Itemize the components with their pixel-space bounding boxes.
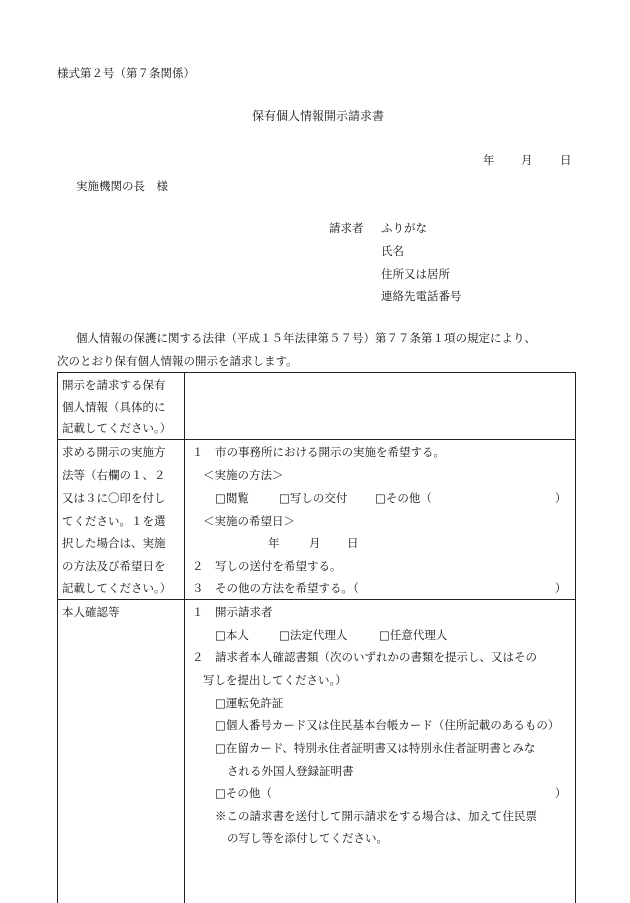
disclosure-option-2[interactable]: ２ 写しの送付を希望する。: [192, 559, 342, 573]
row2-label-line: の方法及び希望日を: [62, 559, 166, 573]
date-month-label: 月: [521, 153, 533, 167]
row2-label-line: 又は３に〇印を付し: [62, 491, 166, 505]
mail-request-note-cont: の写し等を添付してください。: [227, 831, 388, 845]
table-right-border: [575, 372, 576, 903]
disclosure-option-3[interactable]: ３ その他の方法を希望する。（: [192, 581, 359, 595]
row-divider-1: [57, 439, 576, 440]
residence-card-checkbox[interactable]: □在留カード、特別永住者証明書又は特別永住者証明書とみな: [215, 741, 536, 755]
identity-confirmation-label: 本人確認等: [62, 605, 120, 619]
row1-label-line: 記載してください。）: [62, 421, 172, 435]
method-other-close-paren: ）: [555, 491, 567, 505]
row2-label-line: てください。１を選: [62, 514, 166, 528]
row-divider-2: [57, 599, 576, 600]
legal-agent-checkbox[interactable]: □法定代理人: [279, 628, 348, 642]
row2-label-line: 求める開示の実施方: [62, 445, 166, 459]
form-number: 様式第２号（第７条関係）: [57, 66, 195, 80]
date-year-label: 年: [483, 153, 495, 167]
requested-info-input-area[interactable]: [185, 373, 575, 439]
column-divider: [184, 372, 185, 903]
self-checkbox[interactable]: □本人: [215, 628, 249, 642]
residence-card-checkbox-cont: される外国人登録証明書: [227, 764, 354, 778]
intro-line-2: 次のとおり保有個人情報の開示を請求します。: [57, 354, 298, 368]
address-field: 住所又は居所: [381, 267, 450, 281]
name-field: 氏名: [381, 244, 404, 258]
intro-line-1: 個人情報の保護に関する法律（平成１５年法律第５７号）第７７条第１項の規定により、: [76, 331, 536, 345]
id-documents-heading: ２ 請求者本人確認書類（次のいずれかの書類を提示し、又はその: [192, 650, 537, 664]
disclosure-option-1[interactable]: １ 市の事務所における開示の実施を希望する。: [192, 445, 445, 459]
row1-label-line: 個人情報（具体的に: [62, 400, 166, 414]
requester-heading: １ 開示請求者: [192, 605, 273, 619]
requester-label: 請求者: [329, 221, 364, 235]
my-number-card-checkbox[interactable]: □個人番号カード又は住民基本台帳カード（住所記載のあるもの）: [215, 718, 560, 732]
addressee: 実施機関の長 様: [76, 179, 168, 193]
preferred-day-label: 日: [347, 536, 359, 550]
other-method-close-paren: ）: [555, 581, 567, 595]
date-day-label: 日: [560, 153, 572, 167]
voluntary-agent-checkbox[interactable]: □任意代理人: [379, 628, 448, 642]
date-heading: ＜実施の希望日＞: [203, 514, 295, 528]
preferred-year-label: 年: [268, 536, 280, 550]
mail-request-note: ※この請求書を送付して開示請求をする場合は、加えて住民票: [215, 809, 537, 823]
table-left-border: [57, 372, 58, 903]
row2-label-line: 記載してください。）: [62, 581, 172, 595]
furigana-field: ふりがな: [381, 221, 427, 235]
drivers-license-checkbox[interactable]: □運転免許証: [215, 696, 284, 710]
method-other-checkbox[interactable]: □その他（: [375, 491, 432, 505]
method-copy-checkbox[interactable]: □写しの交付: [279, 491, 348, 505]
other-document-close-paren: ）: [555, 786, 567, 800]
method-heading: ＜実施の方法＞: [203, 468, 284, 482]
id-documents-heading-cont: 写しを提出してください。）: [203, 673, 347, 687]
row2-label-line: 択した場合は、実施: [62, 536, 166, 550]
form-title: 保有個人情報開示請求書: [252, 109, 385, 123]
preferred-month-label: 月: [309, 536, 321, 550]
phone-field: 連絡先電話番号: [381, 289, 462, 303]
row1-label-line: 開示を請求する保有: [62, 378, 166, 392]
row2-label-line: 法等（右欄の１、２: [62, 468, 166, 482]
other-document-checkbox[interactable]: □その他（: [215, 786, 272, 800]
method-view-checkbox[interactable]: □閲覧: [215, 491, 249, 505]
